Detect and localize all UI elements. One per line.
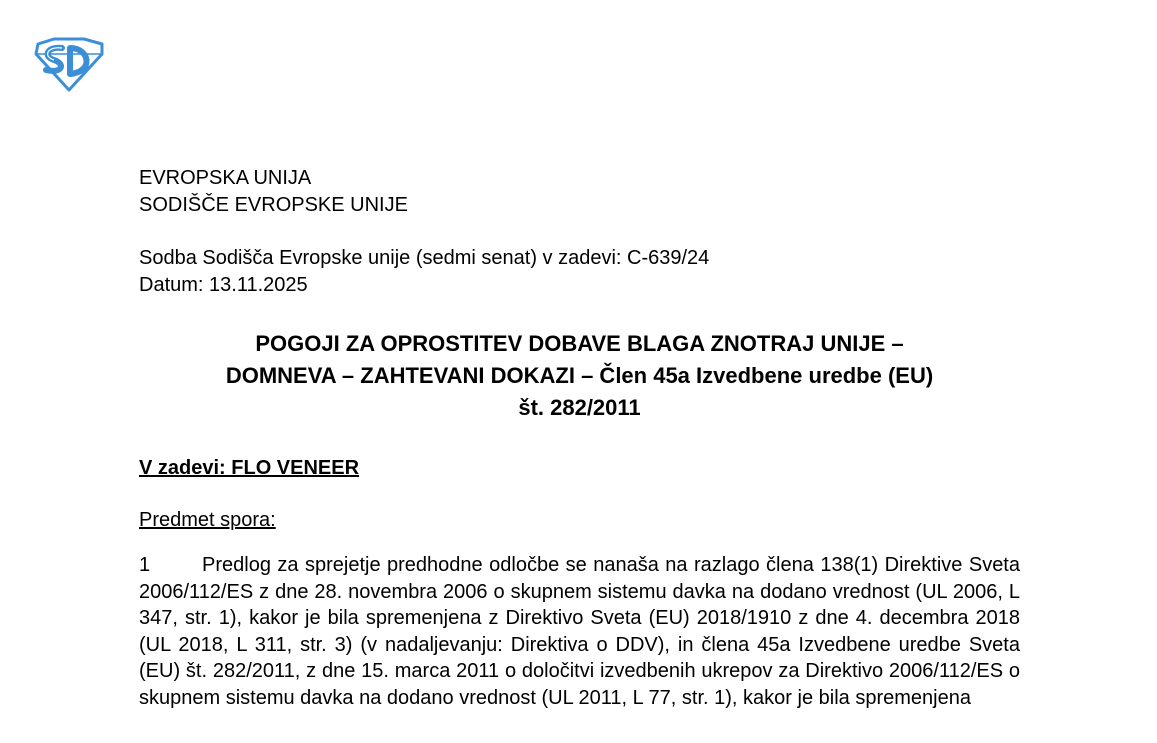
diamond-sd-logo-icon <box>32 36 106 92</box>
headline-line-3: št. 282/2011 <box>518 395 641 420</box>
judgment-date: Datum: 13.11.2025 <box>139 274 308 296</box>
document-headline <box>139 328 1020 424</box>
court-block <box>139 165 1020 219</box>
subject-heading: Predmet spora: <box>139 509 276 531</box>
court-union: EVROPSKA UNIJA <box>139 167 312 189</box>
paragraph-1 <box>139 552 1020 711</box>
paragraph-text: Predlog za sprejetje predhodne odločbe se nanaša na razlago člena 138(1) Direktive Sveta 2006/112/ES z dne 28. novembra 2006 o skupnem sistemu davka na dodano vrednost (UL 2006, L 347, str. 1), kakor je bila spremenjena z Direktivo Sveta (EU) 2018/1910 z dne 4. decembra 2018 (UL 2018, L 311, str. 3) (v nadaljevanju: Direktiva o DDV), in člena 45a Izvedbene uredbe Sveta (EU) št. 282/2011, z dne 15. marca 2011 o določitvi izvedbenih ukrepov za Direktivo 2006/112/ES o skupnem sistemu davka na dodano vrednost (UL 2011, L 77, str. 1), kakor je bila spremenjena <box>139 554 1020 709</box>
judgment-reference: Sodba Sodišča Evropske unije (sedmi senat) v zadevi: C-639/24 <box>139 247 710 269</box>
headline-line-1: POGOJI ZA OPROSTITEV DOBAVE BLAGA ZNOTRAJ UNIJE – <box>255 331 904 356</box>
headline-line-2: DOMNEVA – ZAHTEVANI DOKAZI – Člen 45a Izvedbene uredbe (EU) <box>225 363 934 388</box>
document-body <box>139 165 1020 711</box>
paragraph-number: 1 <box>139 554 151 576</box>
case-info-block <box>139 245 1020 299</box>
case-party: V zadevi: FLO VENEER <box>139 457 360 479</box>
court-name: SODIŠČE EVROPSKE UNIJE <box>139 194 408 216</box>
logo <box>32 36 106 92</box>
